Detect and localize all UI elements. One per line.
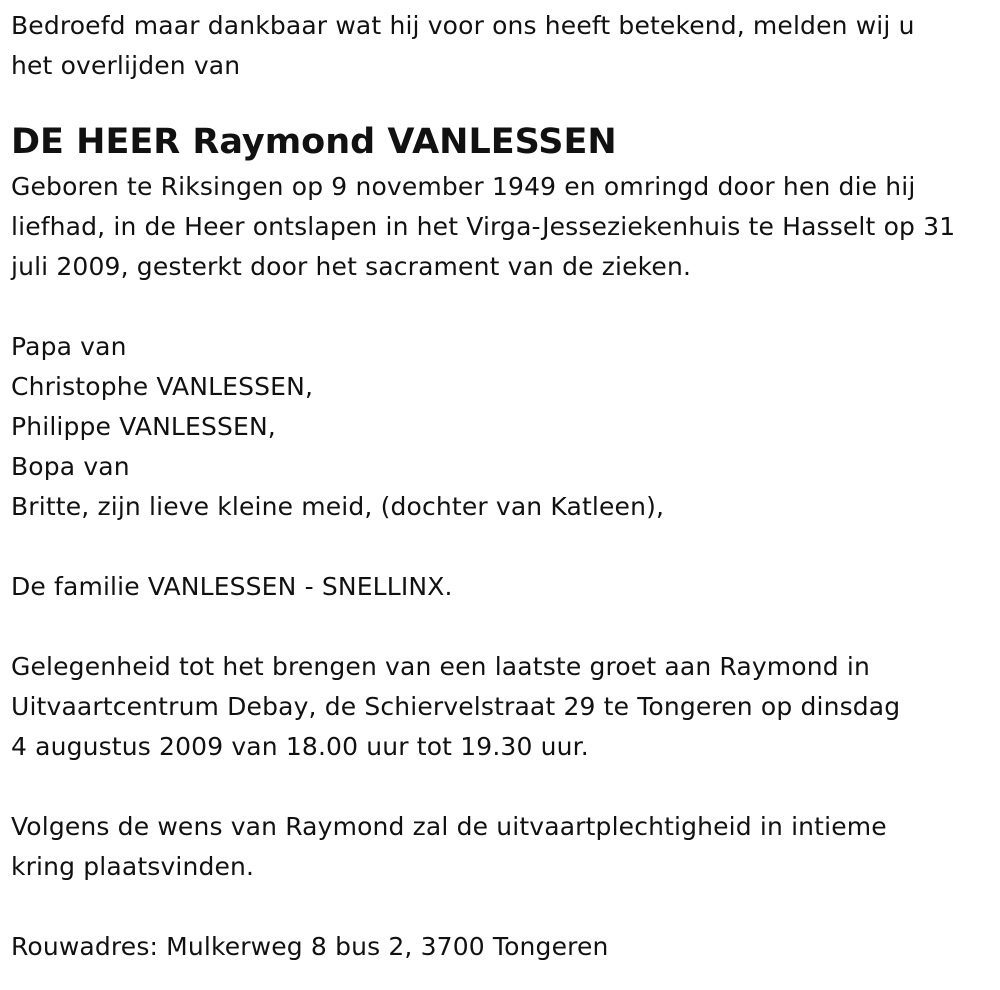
family-list xyxy=(11,327,996,527)
birth-death-line-2: liefhad, in de Heer ontslapen in het Virga-Jesseziekenhuis te Hasselt op 31 xyxy=(11,212,956,241)
funeral-line-1: Volgens de wens van Raymond zal de uitvaartplechtigheid in intieme xyxy=(11,812,887,841)
intro-paragraph xyxy=(11,6,996,86)
spacer xyxy=(11,287,996,327)
funeral-line-2: kring plaatsvinden. xyxy=(11,852,255,881)
intro-line-1: Bedroefd maar dankbaar wat hij voor ons heeft betekend, melden wij u xyxy=(11,11,915,40)
visitation-line-1: Gelegenheid tot het brengen van een laatste groet aan Raymond in xyxy=(11,652,870,681)
mourning-address: Rouwadres: Mulkerweg 8 bus 2, 3700 Tongeren xyxy=(11,932,609,961)
birth-death-line-3: juli 2009, gesterkt door het sacrament van de zieken. xyxy=(11,252,692,281)
grandchild-name: Britte, zijn lieve kleine meid, (dochter van Katleen), xyxy=(11,492,665,521)
obituary-notice xyxy=(11,6,996,967)
funeral-paragraph xyxy=(11,807,996,887)
spacer xyxy=(11,767,996,807)
visitation-paragraph xyxy=(11,647,996,767)
papa-label: Papa van xyxy=(11,332,127,361)
child-name: Philippe VANLESSEN, xyxy=(11,412,276,441)
bopa-label: Bopa van xyxy=(11,452,130,481)
child-name: Christophe VANLESSEN, xyxy=(11,372,314,401)
spacer xyxy=(11,887,996,927)
intro-line-2: het overlijden van xyxy=(11,51,241,80)
visitation-line-2: Uitvaartcentrum Debay, de Schiervelstraat 29 te Tongeren op dinsdag xyxy=(11,692,901,721)
spacer xyxy=(11,527,996,567)
visitation-line-3: 4 augustus 2009 van 18.00 uur tot 19.30 uur. xyxy=(11,732,589,761)
deceased-name-heading: DE HEER Raymond VANLESSEN xyxy=(11,122,617,162)
birth-death-line-1: Geboren te Riksingen op 9 november 1949 en omringd door hen die hij xyxy=(11,172,916,201)
birth-death-paragraph xyxy=(11,167,996,287)
spacer xyxy=(11,607,996,647)
family-signature: De familie VANLESSEN - SNELLINX. xyxy=(11,572,453,601)
